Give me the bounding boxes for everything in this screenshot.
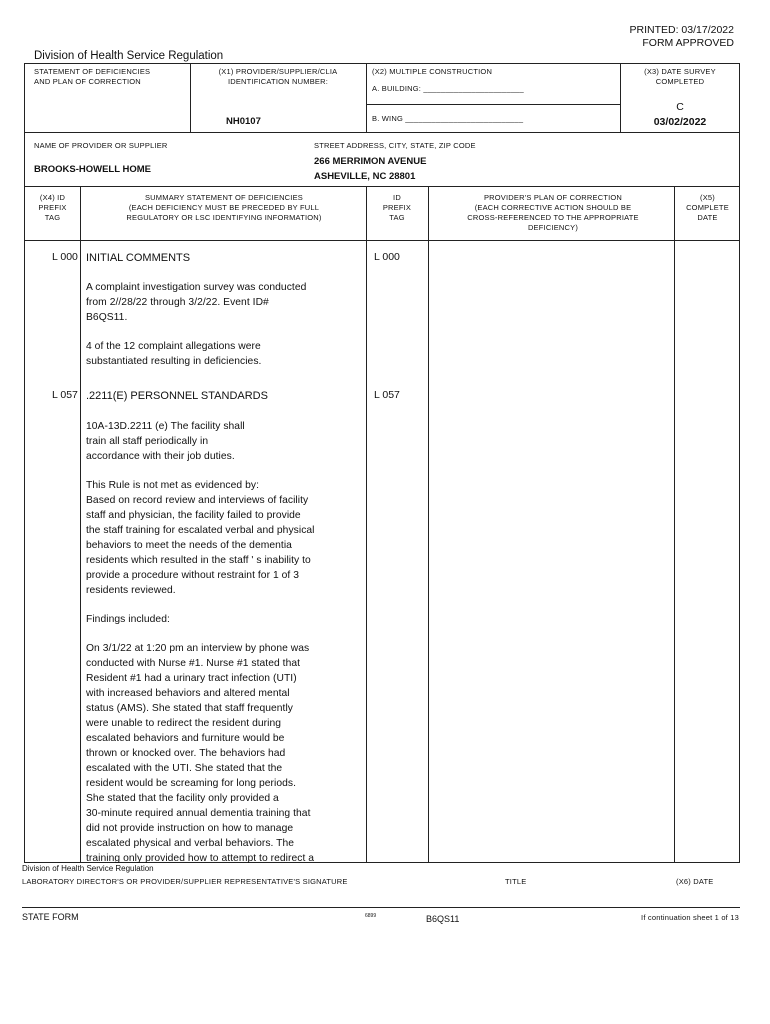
survey-date: 03/02/2022 — [653, 116, 707, 128]
street-address: 266 MERRIMON AVENUE — [314, 156, 427, 167]
provider-id-number: NH0107 — [226, 116, 261, 127]
state-form-label: STATE FORM — [22, 912, 79, 922]
paragraph: On 3/1/22 at 1:20 pm an interview by phone was conducted with Nurse #1. Nurse #1 stated that Resident #1 had a urinary tract infection (UTI) with increased behaviors and altered mental status (AMS). She stated that staff frequently were unable to redirect the resident during escalated behaviors and furniture would be thrown or knocked over. The behaviors had escalated with the UTI. She stated that the resident would be screaming for long periods. She stated that the facility only provided a 30-minute required annual dementia training that did not provide instruction on how to manage escalated physical and verbal behaviors. The training only provided how to attempt to redirect a — [86, 643, 315, 864]
x4-prefix-tag: L 000 — [52, 251, 78, 263]
deficiency-entry — [86, 389, 366, 866]
x4-prefix-tag: L 057 — [52, 389, 78, 401]
summary-column-header: SUMMARY STATEMENT OF DEFICIENCIES (EACH DEFICIENCY MUST BE PRECEDED BY FULL REGULATORY OR LSC IDENTIFYING INFORMATION) — [126, 193, 322, 222]
x4-column-header: (X4) ID PREFIX TAG — [38, 193, 67, 222]
paragraph: 4 of the 12 complaint allegations were substantiated resulting in deficiencies. — [86, 341, 262, 367]
printed-date: PRINTED: 03/17/2022 — [629, 24, 734, 36]
id-prefix-tag: L 057 — [374, 389, 400, 401]
paragraph: A complaint investigation survey was conducted from 2//28/22 through 3/2/22. Event ID# B6QS11. — [86, 282, 307, 323]
form-approved: FORM APPROVED — [642, 37, 734, 49]
paragraph: This Rule is not met as evidenced by: Based on record review and interviews of facility staff and physician, the facility failed to provide the staff training for escalated verbal and physical behaviors to meet the needs of the dementia residents which resulted in the staff ' s inability to provide a procedure without restraint for 1 of 3 residents reviewed. — [86, 480, 315, 596]
x6-date-label: (X6) DATE — [676, 877, 714, 886]
provider-name-label: NAME OF PROVIDER OR SUPPLIER — [34, 141, 168, 150]
provider-name: BROOKS-HOWELL HOME — [34, 164, 151, 175]
signature-label: LABORATORY DIRECTOR'S OR PROVIDER/SUPPLIER REPRESENTATIVE'S SIGNATURE — [22, 877, 348, 886]
paragraph: 10A-13D.2211 (e) The facility shall train all staff periodically in accordance with their job duties. — [86, 421, 245, 462]
paragraph: Findings included: — [86, 614, 170, 625]
id-prefix-tag: L 000 — [374, 251, 400, 263]
city-state-zip: ASHEVILLE, NC 28801 — [314, 171, 416, 182]
statement-of-deficiencies-label: STATEMENT OF DEFICIENCIES AND PLAN OF CORRECTION — [34, 67, 151, 86]
x3-label: (X3) DATE SURVEY COMPLETED — [644, 67, 716, 86]
title-label: TITLE — [505, 877, 527, 886]
building-field: A. BUILDING: _______________________ — [372, 84, 524, 93]
footer-agency: Division of Health Service Regulation — [22, 864, 154, 873]
plan-column-header: PROVIDER'S PLAN OF CORRECTION (EACH CORRECTIVE ACTION SHOULD BE CROSS-REFERENCED TO THE APPROPRIATE DEFICIENCY) — [467, 193, 639, 232]
id-column-header: ID PREFIX TAG — [382, 193, 412, 222]
x5-column-header: (X5) COMPLETE DATE — [686, 193, 729, 222]
address-label: STREET ADDRESS, CITY, STATE, ZIP CODE — [314, 141, 476, 150]
deficiency-heading: INITIAL COMMENTS — [86, 252, 191, 264]
continuation-sheet: If continuation sheet 1 of 13 — [641, 913, 739, 922]
form-number: 6899 — [365, 913, 377, 919]
deficiency-entry — [86, 251, 364, 383]
x1-label: (X1) PROVIDER/SUPPLIER/CLIA IDENTIFICATION NUMBER: — [218, 67, 338, 86]
agency-name: Division of Health Service Regulation — [34, 50, 224, 62]
event-id: B6QS11 — [426, 914, 460, 924]
x2-label: (X2) MULTIPLE CONSTRUCTION — [372, 67, 493, 76]
wing-field: B. WING ___________________________ — [372, 114, 524, 123]
survey-code: C — [676, 101, 684, 113]
deficiency-heading: .2211(E) PERSONNEL STANDARDS — [86, 390, 268, 402]
